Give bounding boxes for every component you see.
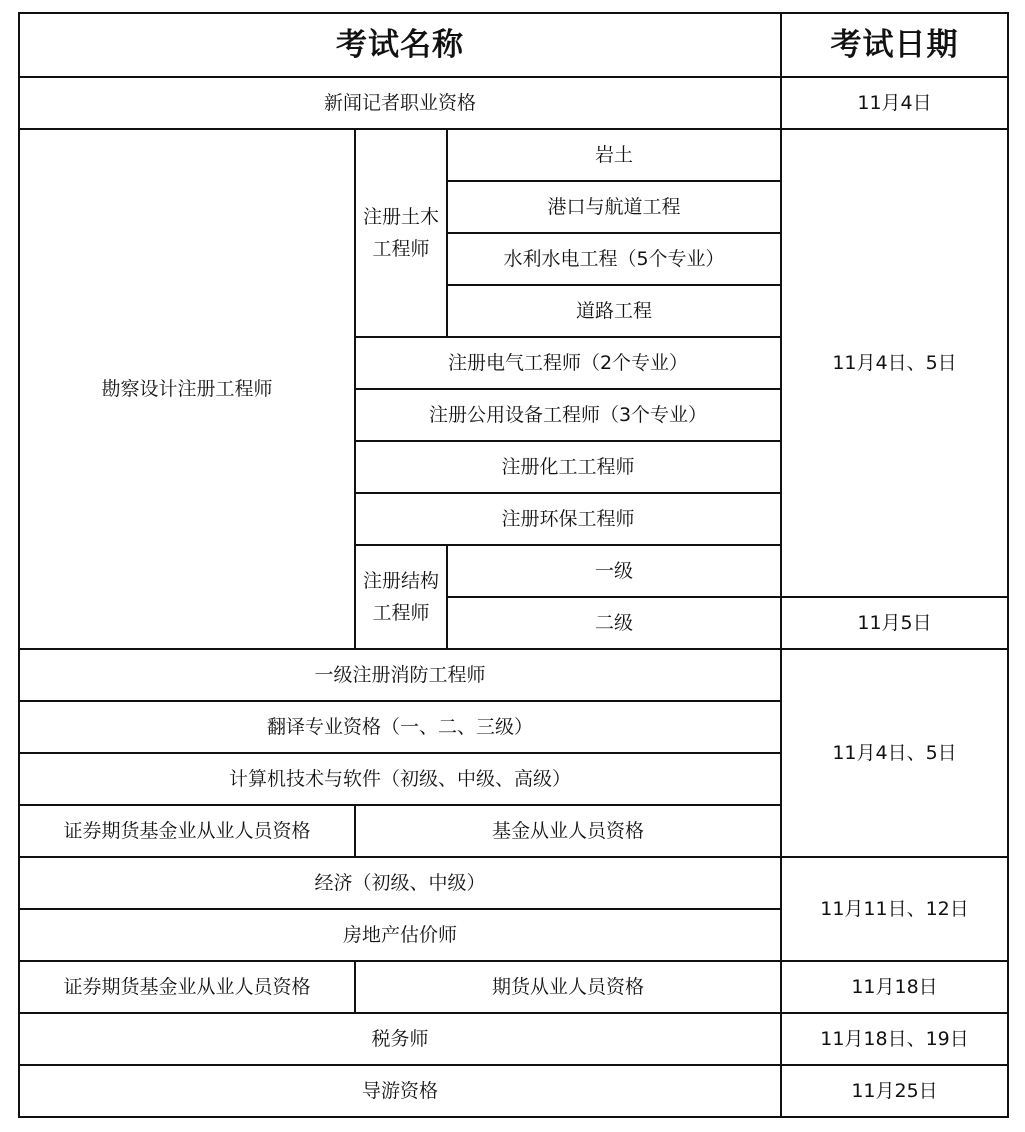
exam-name-cell: 新闻记者职业资格 [19, 77, 781, 129]
exam-name-cell: 经济（初级、中级） [19, 857, 781, 909]
civil-sub-cell: 港口与航道工程 [447, 181, 781, 233]
table-row [19, 1013, 1008, 1065]
table-row [19, 129, 1008, 181]
exam-name-cell: 注册公用设备工程师（3个专业） [355, 389, 781, 441]
table-row [19, 857, 1008, 909]
civil-sub-cell: 水利水电工程（5个专业） [447, 233, 781, 285]
exam-name-cell: 一级注册消防工程师 [19, 649, 781, 701]
exam-schedule [18, 12, 1009, 1118]
table-row [19, 961, 1008, 1013]
survey-group-label: 勘察设计注册工程师 [19, 129, 355, 649]
exam-name-cell: 期货从业人员资格 [355, 961, 781, 1013]
exam-name-cell: 房地产估价师 [19, 909, 781, 961]
structural-level-cell: 二级 [447, 597, 781, 649]
table-row [19, 649, 1008, 701]
exam-date-cell: 11月4日、5日 [781, 129, 1008, 597]
exam-name-cell: 计算机技术与软件（初级、中级、高级） [19, 753, 781, 805]
exam-name-cell: 注册环保工程师 [355, 493, 781, 545]
exam-name-cell: 注册化工工程师 [355, 441, 781, 493]
civil-sub-cell: 岩土 [447, 129, 781, 181]
table-row [19, 1065, 1008, 1117]
exam-date-cell: 11月11日、12日 [781, 857, 1008, 961]
table-row [19, 77, 1008, 129]
header-exam-date: 考试日期 [781, 13, 1008, 77]
exam-name-cell: 导游资格 [19, 1065, 781, 1117]
structural-engineer-label: 注册结构工程师 [355, 545, 447, 649]
header-exam-name: 考试名称 [19, 13, 781, 77]
securities-label-cell: 证券期货基金业从业人员资格 [19, 805, 355, 857]
civil-sub-cell: 道路工程 [447, 285, 781, 337]
exam-date-cell: 11月25日 [781, 1065, 1008, 1117]
exam-date-cell: 11月5日 [781, 597, 1008, 649]
exam-date-cell: 11月18日 [781, 961, 1008, 1013]
exam-name-cell: 翻译专业资格（一、二、三级） [19, 701, 781, 753]
civil-engineer-label: 注册土木工程师 [355, 129, 447, 337]
header-row [19, 13, 1008, 77]
securities-label-cell: 证券期货基金业从业人员资格 [19, 961, 355, 1013]
exam-schedule-table [18, 12, 1009, 1118]
exam-date-cell: 11月18日、19日 [781, 1013, 1008, 1065]
exam-name-cell: 基金从业人员资格 [355, 805, 781, 857]
exam-name-cell: 税务师 [19, 1013, 781, 1065]
exam-date-cell: 11月4日 [781, 77, 1008, 129]
exam-date-cell: 11月4日、5日 [781, 649, 1008, 857]
structural-level-cell: 一级 [447, 545, 781, 597]
exam-name-cell: 注册电气工程师（2个专业） [355, 337, 781, 389]
